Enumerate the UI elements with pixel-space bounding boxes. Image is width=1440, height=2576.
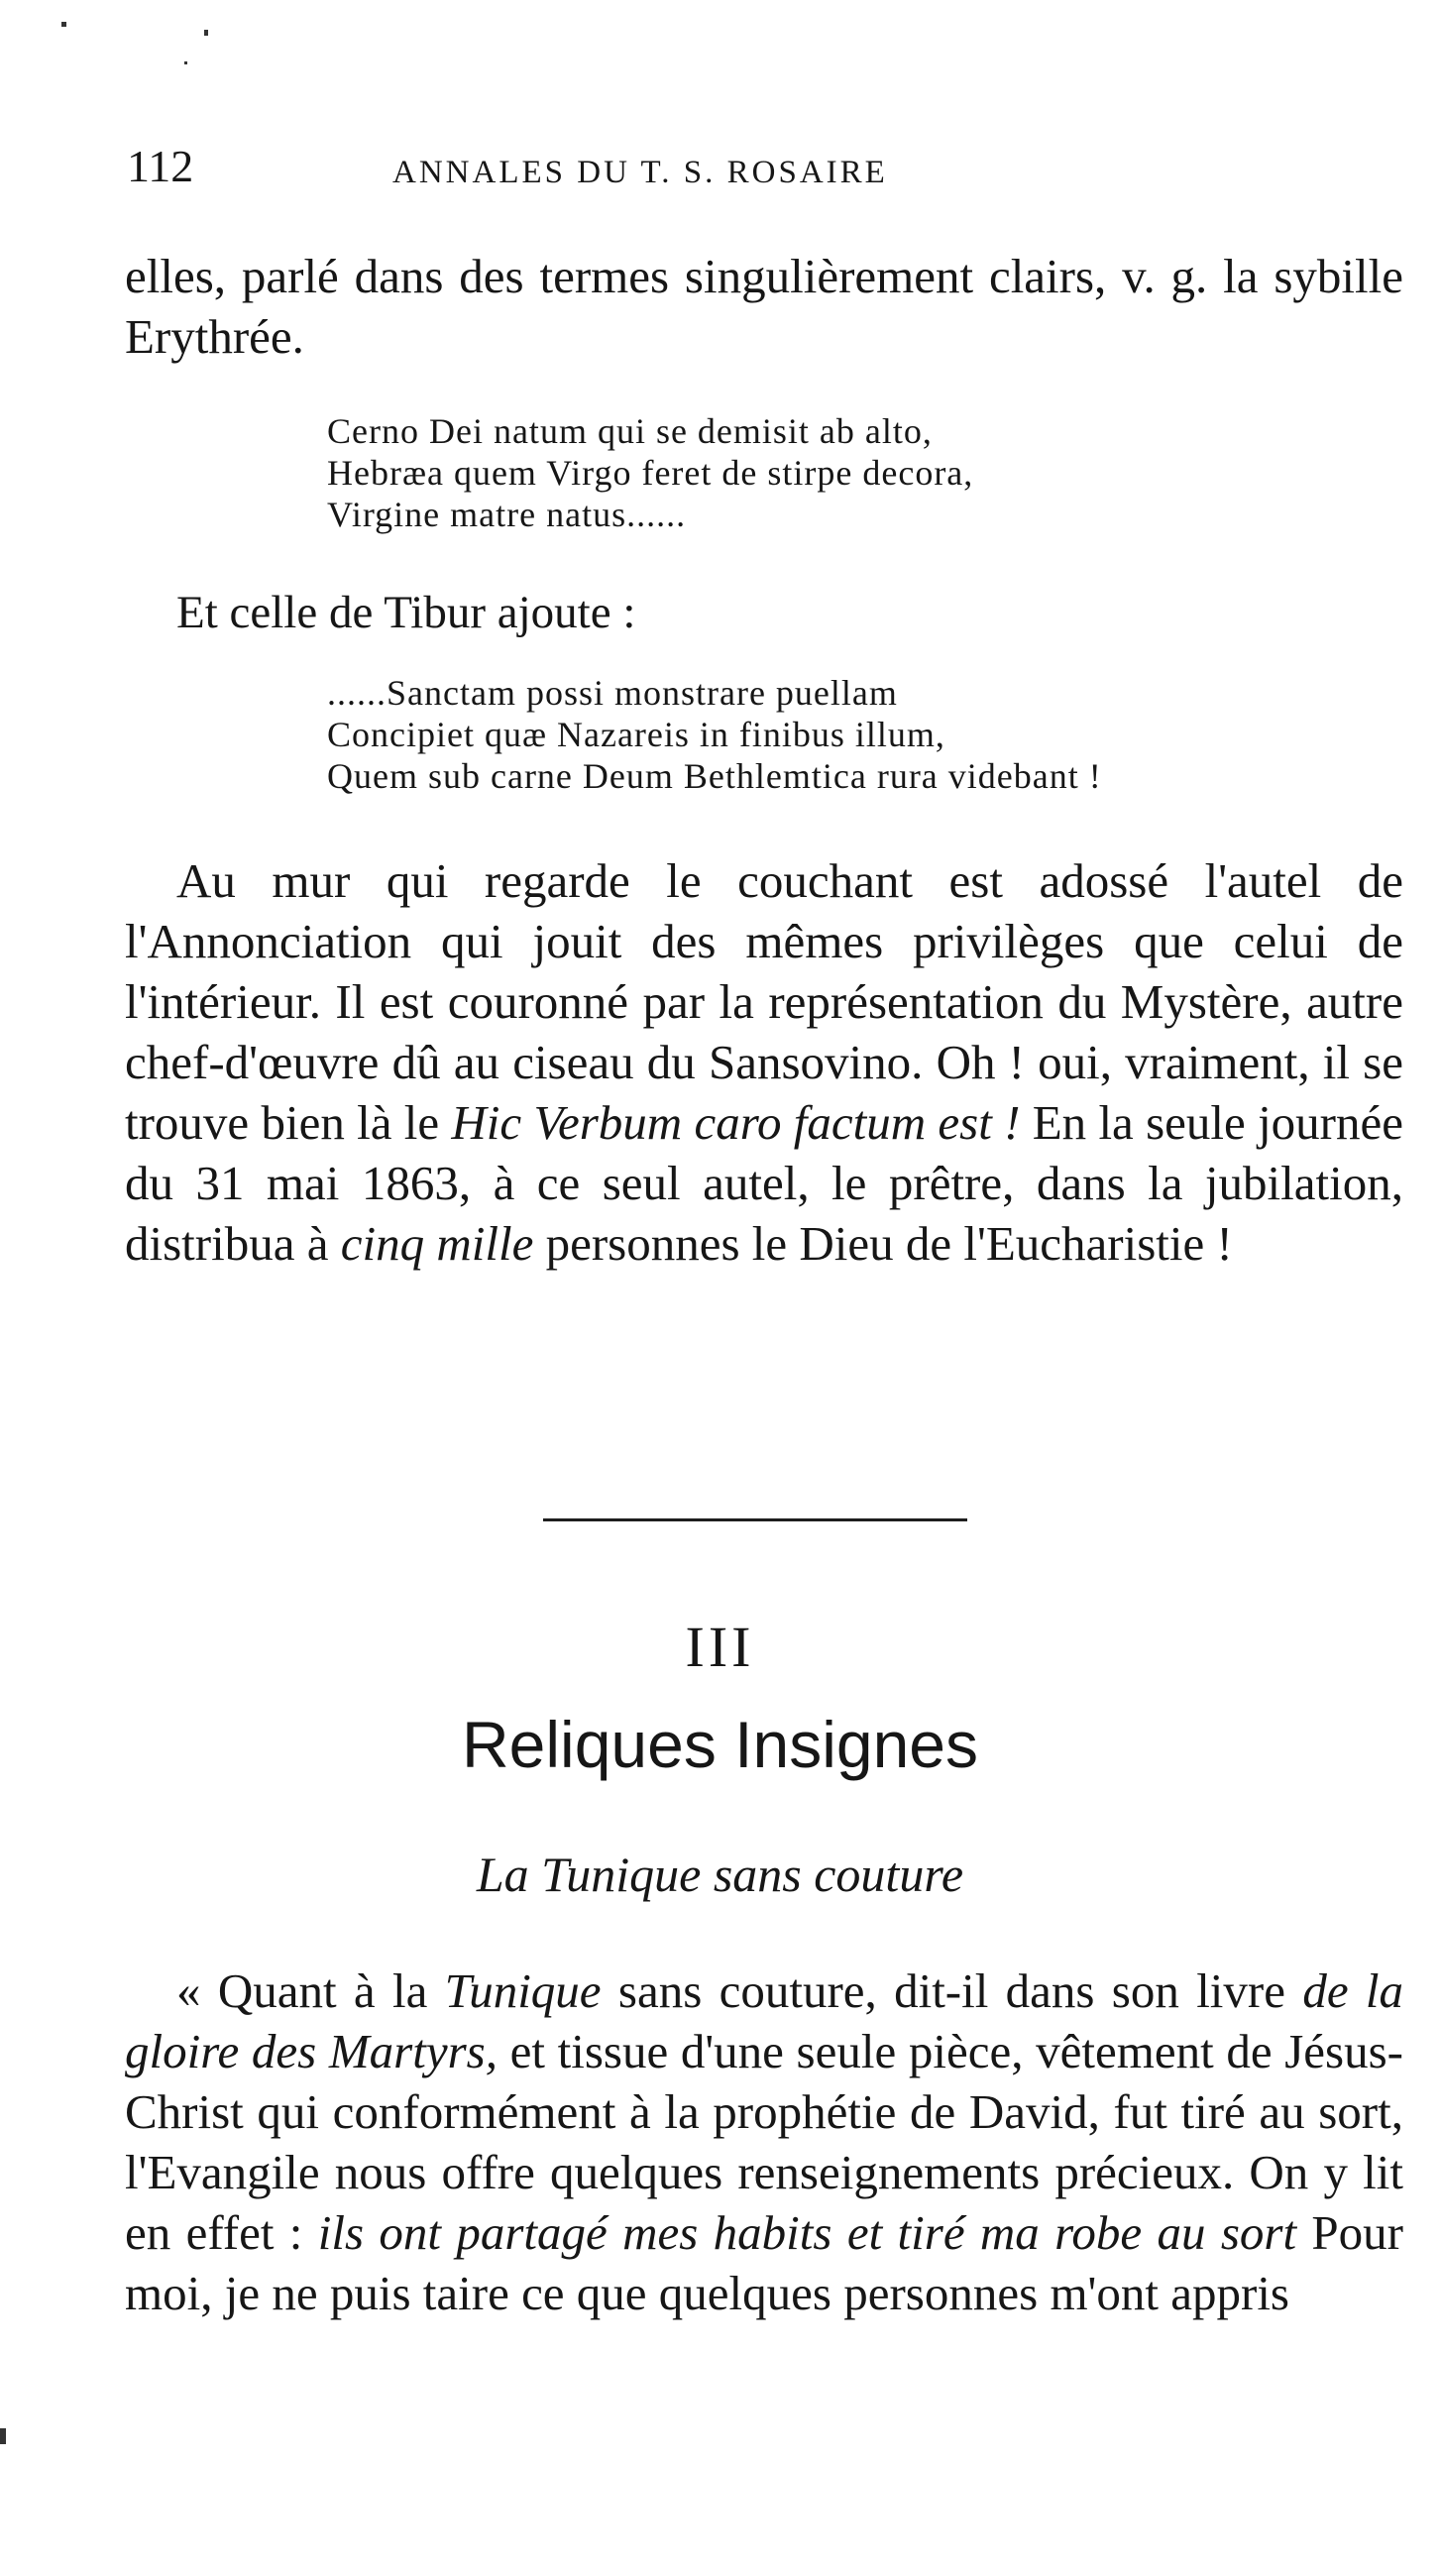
text-run: En la seule journée du 31 mai 1863, à ce seul autel, le prêtre, dans la jubilation, distribua à [125,1095,1403,1271]
verse-line: Hebræa quem Virgo feret de stirpe decora, [327,453,974,493]
text-run: sans couture, dit-il dans son livre [601,1963,1303,2018]
italic-run: de la gloire des Martyrs, [125,1963,1403,2078]
verse-intro: Et celle de Tibur ajoute : [176,587,636,638]
latin-verse-tibur [327,672,1102,797]
page-header [127,137,1058,196]
paragraph-text [125,850,1403,1274]
verse-line: Virgine matre natus...... [327,495,687,534]
italic-run: cinq mille [340,1216,534,1271]
section-numeral: III [685,1615,755,1679]
section-title: Reliques Insignes [462,1708,978,1781]
margin-speck [204,30,208,36]
verse-line: ......Sanctam possi monstrare puellam [327,673,898,713]
latin-verse-erythree [327,410,973,535]
margin-speck [184,61,187,64]
paragraph-annonciation [125,850,1403,1274]
margin-speck [61,22,66,27]
section-divider [543,1518,967,1521]
italic-run: Tunique [444,1963,602,2018]
paragraph-text: elles, parlé dans des termes singulièrement clairs, v. g. la sybille Erythrée. [125,249,1403,364]
text-run: Au mur qui regarde le couchant est adossé l'autel de l'Annonciation qui jouit des mêmes privilèges que celui de l'intérieur. Il est couronné par la représentation du Mystère, autre chef-d'œuvre dû au ciseau du Sansovino. Oh ! oui, vraiment, il se trouve bien là le [125,853,1403,1150]
verse-line: Cerno Dei natum qui se demisit ab alto, [327,411,933,451]
text-run: Pour moi, je ne puis taire ce que quelques personnes m'ont appris [125,2205,1403,2320]
section-subtitle: La Tunique sans couture [476,1847,964,1902]
paragraph-continued [125,246,1403,367]
paragraph-tunique [125,1960,1403,2323]
margin-speck [0,2428,6,2444]
running-head: ANNALES DU T. S. ROSAIRE [392,155,888,190]
text-run: et tissue d'une seule pièce, vêtement de Jésus-Christ qui conformément à la prophétie de David, fut tiré au sort, l'Evangile nous offre quelques renseignements précieux. On y lit en effet : [125,2024,1403,2260]
verse-line: Quem sub carne Deum Bethlemtica rura videbant ! [327,756,1102,796]
page-number: 112 [127,141,194,191]
italic-run: ils ont partagé mes habits et tiré ma robe au sort [317,2205,1297,2260]
text-run: personnes le Dieu de l'Eucharistie ! [533,1216,1233,1271]
italic-run: Hic Verbum caro factum est ! [451,1095,1021,1150]
text-run: « Quant à la [176,1963,445,2018]
verse-line: Concipiet quæ Nazareis in finibus illum, [327,715,945,754]
paragraph-text [125,1960,1403,2323]
